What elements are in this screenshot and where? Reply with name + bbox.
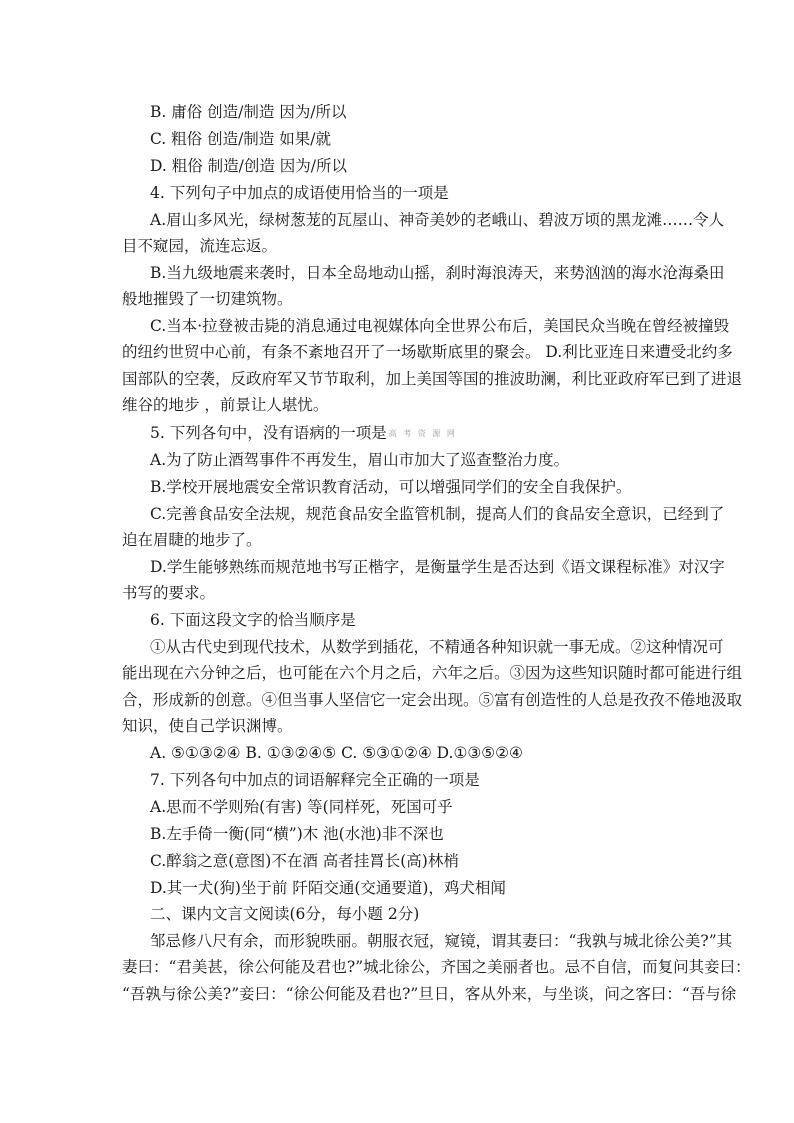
question-5-text: 5. 下列各句中，没有语病的一项是 [150,424,387,442]
faint-watermark-text: 高 考 资 源 网 [388,429,457,438]
q5-option-c-line1: C.完善食品安全法规，规范食品安全监管机制，提高人们的食品安全意识，已经到了 [150,505,725,523]
classical-passage-line1: 邹忌修八尺有余，而形貌昳丽。朝服衣冠，窥镜，谓其妻曰：“我孰与城北徐公美?”其 [150,932,733,950]
q4-option-b-line2: 般地摧毁了一切建筑物。 [122,290,293,308]
question-4-title: 4. 下列句子中加点的成语使用恰当的一项是 [150,184,449,202]
q4-option-c-line1: C.当本·拉登被击毙的消息通过电视媒体向全世界公布后，美国民众当晚在曾经被撞毁 [150,317,730,335]
q4-option-c-line2: 的纽约世贸中心前，有条不紊地召开了一场歇斯底里的聚会。 D.利比亚连日来遭受北约多 [122,343,733,361]
q6-passage-line1: ①从古代史到现代技术，从数学到插花，不精通各种知识就一事无成。②这种情况可 [150,638,724,656]
q6-passage-line4: 知识，使自己学识渊博。 [122,717,293,735]
q4-option-a-line1: A.眉山多风光，绿树葱茏的瓦屋山、神奇美妙的老峨山、碧波万顷的黑龙滩……令人 [150,211,725,229]
classical-passage-line3: “吾孰与徐公美?”妾曰：“徐公何能及君也?”旦日，客从外来，与坐谈，问之客曰：“吾与徐 [122,985,737,1003]
section-2-heading: 二、课内文言文阅读(6分，每小题 2分) [150,905,420,923]
question-7-title: 7. 下列各句中加点的词语解释完全正确的一项是 [150,771,480,789]
q7-option-c: C.醉翁之意(意图)不在酒 高者挂罥长(高)林梢 [150,852,459,870]
option-c-q3: C. 粗俗 创造/制造 如果/就 [150,130,331,148]
q6-passage-line3: 合，形成新的创意。④但当事人坚信它一定会出现。⑤富有创造性的人总是孜孜不倦地汲取 [122,691,743,709]
q4-option-d-line2: 维谷的地步 ，前景让人堪忧。 [122,396,329,414]
q6-options: A. ⑤①③②④ B. ①③②④⑤ C. ⑤③①②④ D.①③⑤②④ [150,744,523,762]
q7-option-a: A.思而不学则殆(有害) 等(同样死，死国可乎 [150,798,453,816]
q4-option-b-line1: B.当九级地震来袭时，日本全岛地动山摇，刹时海浪涛天，来势汹汹的海水沧海桑田 [150,264,725,282]
q5-option-b: B.学校开展地震安全常识教育活动，可以增强同学们的安全自我保护。 [150,478,632,496]
q7-option-d: D.其一犬(狗)坐于前 阡陌交通(交通要道)，鸡犬相闻 [150,879,506,897]
classical-passage-line2: 妻曰：“君美甚，徐公何能及君也?”城北徐公，齐国之美丽者也。忌不自信，而复问其妾曰： [122,958,751,976]
q5-option-d-line1: D.学生能够熟练而规范地书写正楷字，是衡量学生是否达到《语文课程标准》对汉字 [150,558,725,576]
question-6-title: 6. 下面这段文字的恰当顺序是 [150,611,356,629]
question-5-title [150,423,674,444]
q7-option-b: B.左手倚一衡(同“横”)木 池(水池)非不深也 [150,825,444,843]
q5-option-d-line2: 书写的要求。 [122,584,216,602]
q6-passage-line2: 能出现在六分钟之后，也可能在六个月之后，六年之后。③因为这些知识随时都可能进行组 [122,664,743,682]
option-b-q3: B. 庸俗 创造/制造 因为/所以 [150,103,347,121]
option-d-q3: D. 粗俗 制造/创造 因为/所以 [150,157,348,175]
q5-option-c-line2: 迫在眉睫的地步了。 [122,531,262,549]
q4-option-a-line2: 目不窥园，流连忘返。 [122,237,278,255]
q4-option-d-line1: 国部队的空袭，反政府军又节节取利，加上美国等国的推波助澜，利比亚政府军已到了进退 [122,370,743,388]
q5-option-a: A.为了防止酒驾事件不再发生，眉山市加大了巡查整治力度。 [150,451,570,469]
